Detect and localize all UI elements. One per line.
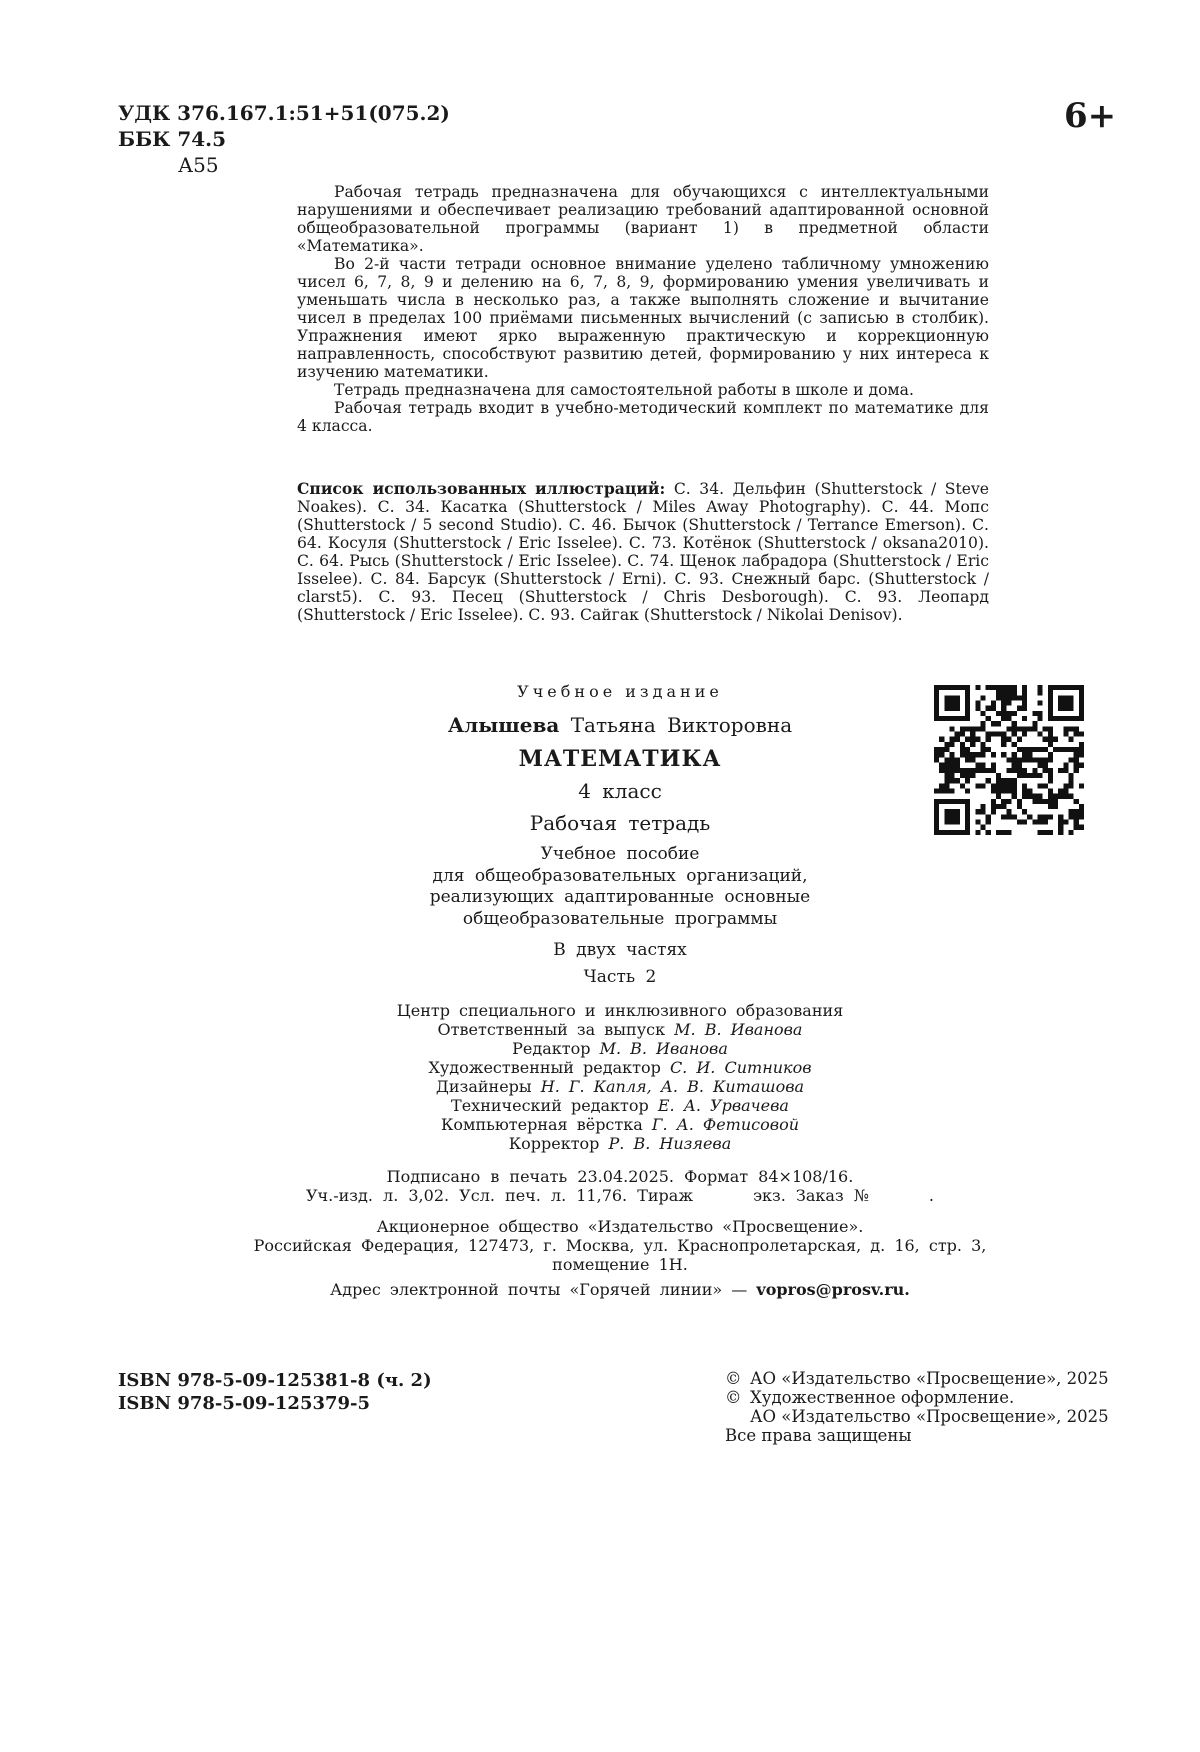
isbn-set: ISBN 978-5-09-125379-5: [118, 1393, 371, 1414]
part-number: Часть 2: [583, 967, 657, 987]
copyright-block: [725, 1369, 1109, 1445]
workbook-type: Рабочая тетрадь: [529, 811, 711, 835]
credit-row: [240, 1096, 1000, 1115]
editorial-credits: [240, 1001, 1000, 1153]
credit-name: М. В. Иванова: [674, 1020, 803, 1039]
credit-row: [240, 1115, 1000, 1134]
parts-count: В двух частях: [553, 940, 687, 960]
copyright-icon: ©: [725, 1388, 742, 1407]
author-surname: Алышева: [447, 713, 560, 737]
credit-row: [240, 1020, 1000, 1039]
annotation: [297, 183, 989, 435]
copyright-line: [725, 1388, 1109, 1407]
annotation-paragraph: Рабочая тетрадь входит в учебно-методический комплект по математике для 4 класса.: [297, 399, 989, 435]
age-rating: 6+: [1064, 96, 1117, 136]
credit-row: [240, 1134, 1000, 1153]
credit-role: Художественный редактор: [428, 1058, 661, 1077]
center-name: Центр специального и инклюзивного образования: [396, 1001, 844, 1020]
manual-description: [330, 844, 910, 930]
print-signed-line: Подписано в печать 23.04.2025. Формат 84×108/16.: [386, 1167, 854, 1186]
publisher-name: Акционерное общество «Издательство «Просвещение».: [376, 1217, 864, 1236]
qr-code: [934, 685, 1084, 835]
annotation-paragraph: Во 2-й части тетради основное внимание уделено табличному умножению чисел 6, 7, 8, 9 и делению на 6, 7, 8, 9, формированию умения увеличивать и уменьшать числа в несколько раз, а также выполнять сложение и вычитание чисел в пределах 100 приёмами письменных вычислений (с записью в столбик). Упражнения имеют ярко выраженную практическую и коррекционную направленность, способствуют развитию детей, формированию у них интереса к изучению математики.: [297, 255, 989, 381]
isbn-part: ISBN 978-5-09-125381-8 (ч. 2): [118, 1370, 432, 1391]
edition-kind: Учебное издание: [517, 682, 723, 701]
print-order: экз. Заказ №: [753, 1186, 869, 1205]
print-order-end: .: [928, 1186, 935, 1205]
hotline-email-address: vopros@prosv.ru.: [756, 1280, 910, 1299]
manual-line: реализующих адаптированные основные: [429, 887, 811, 907]
credit-name: Р. В. Низяева: [608, 1134, 732, 1153]
print-volume-line: [190, 1186, 1050, 1205]
print-volume: Уч.-изд. л. 3,02. Усл. печ. л. 11,76. Тираж: [305, 1186, 694, 1205]
copyright-text: Художественное оформление.: [750, 1388, 1015, 1407]
grade: 4 класс: [578, 779, 662, 803]
illustration-credits: [297, 480, 989, 624]
illustration-credits-heading: Список использованных иллюстраций:: [297, 479, 666, 498]
publisher-address: Российская Федерация, 127473, г. Москва, ул. Краснопролетарская, д. 16, стр. 3,: [253, 1236, 987, 1255]
copyright-line: АО «Издательство «Просвещение», 2025: [750, 1407, 1109, 1426]
publisher-info: [190, 1217, 1050, 1274]
classification-codes: [118, 100, 450, 178]
manual-line: Учебное пособие: [540, 844, 700, 864]
bbk-code: ББК 74.5: [118, 127, 227, 151]
credit-role: Технический редактор: [451, 1096, 649, 1115]
credit-name: Г. А. Фетисовой: [651, 1115, 799, 1134]
copyright-text: АО «Издательство «Просвещение», 2025: [750, 1369, 1109, 1388]
book-title: МАТЕМАТИКА: [518, 746, 722, 772]
credit-role: Корректор: [508, 1134, 600, 1153]
annotation-paragraph: Тетрадь предназначена для самостоятельной работы в школе и дома.: [334, 381, 914, 399]
credit-role: Ответственный за выпуск: [437, 1020, 666, 1039]
udk-code: УДК 376.167.1:51+51(075.2): [118, 101, 450, 125]
credit-row: [240, 1039, 1000, 1058]
credit-name: С. И. Ситников: [669, 1058, 812, 1077]
credit-role: Редактор: [512, 1039, 591, 1058]
credit-row: [240, 1077, 1000, 1096]
credit-name: Н. Г. Капля, А. В. Киташова: [540, 1077, 805, 1096]
publisher-address-room: помещение 1Н.: [552, 1255, 688, 1274]
manual-line: общеобразовательные программы: [462, 908, 778, 929]
hotline-email: [200, 1280, 1040, 1299]
hotline-label: Адрес электронной почты «Горячей линии» —: [330, 1280, 748, 1299]
rights-reserved: Все права защищены: [725, 1426, 912, 1445]
author-mark: А55: [178, 153, 219, 177]
author-name: Татьяна Викторовна: [570, 713, 793, 737]
credit-row: [240, 1058, 1000, 1077]
print-info: [190, 1167, 1050, 1205]
credit-role: Компьютерная вёрстка: [441, 1115, 643, 1134]
isbn-block: [118, 1369, 432, 1415]
illustration-credits-text: С. 34. Дельфин (Shutterstock / Steve Noakes). С. 34. Касатка (Shutterstock / Miles Away Photography). С. 44. Мопс (Shutterstock / 5 second Studio). С. 46. Бычок (Shutterstock / Terrance Emerson). С. 64. Косуля (Shutterstock / Eric Isselee). С. 73. Котёнок (Shutterstock / oksana2010). С. 64. Рысь (Shutterstock / Eric Isselee). С. 74. Щенок лабрадора (Shutterstock / Eric Isselee). С. 84. Барсук (Shutterstock / Erni). С. 93. Снежный барс. (Shutterstock / clarst5). С. 93. Песец (Shutterstock / Chris Desborough). С. 93. Леопард (Shutterstock / Eric Isselee). С. 93. Сайгак (Shutterstock / Nikolai Denisov).: [297, 480, 989, 624]
manual-line: для общеобразовательных организаций,: [432, 865, 808, 886]
credit-role: Дизайнеры: [435, 1077, 532, 1096]
copyright-icon: ©: [725, 1369, 742, 1388]
credit-name: Е. А. Урвачева: [657, 1096, 789, 1115]
credit-name: М. В. Иванова: [599, 1039, 728, 1058]
copyright-line: [725, 1369, 1109, 1388]
annotation-paragraph: Рабочая тетрадь предназначена для обучающихся с интеллектуальными нарушениями и обеспечивает реализацию требований адаптированной основной общеобразовательной программы (вариант 1) в предметной области «Математика».: [297, 183, 989, 255]
author: [380, 713, 860, 737]
